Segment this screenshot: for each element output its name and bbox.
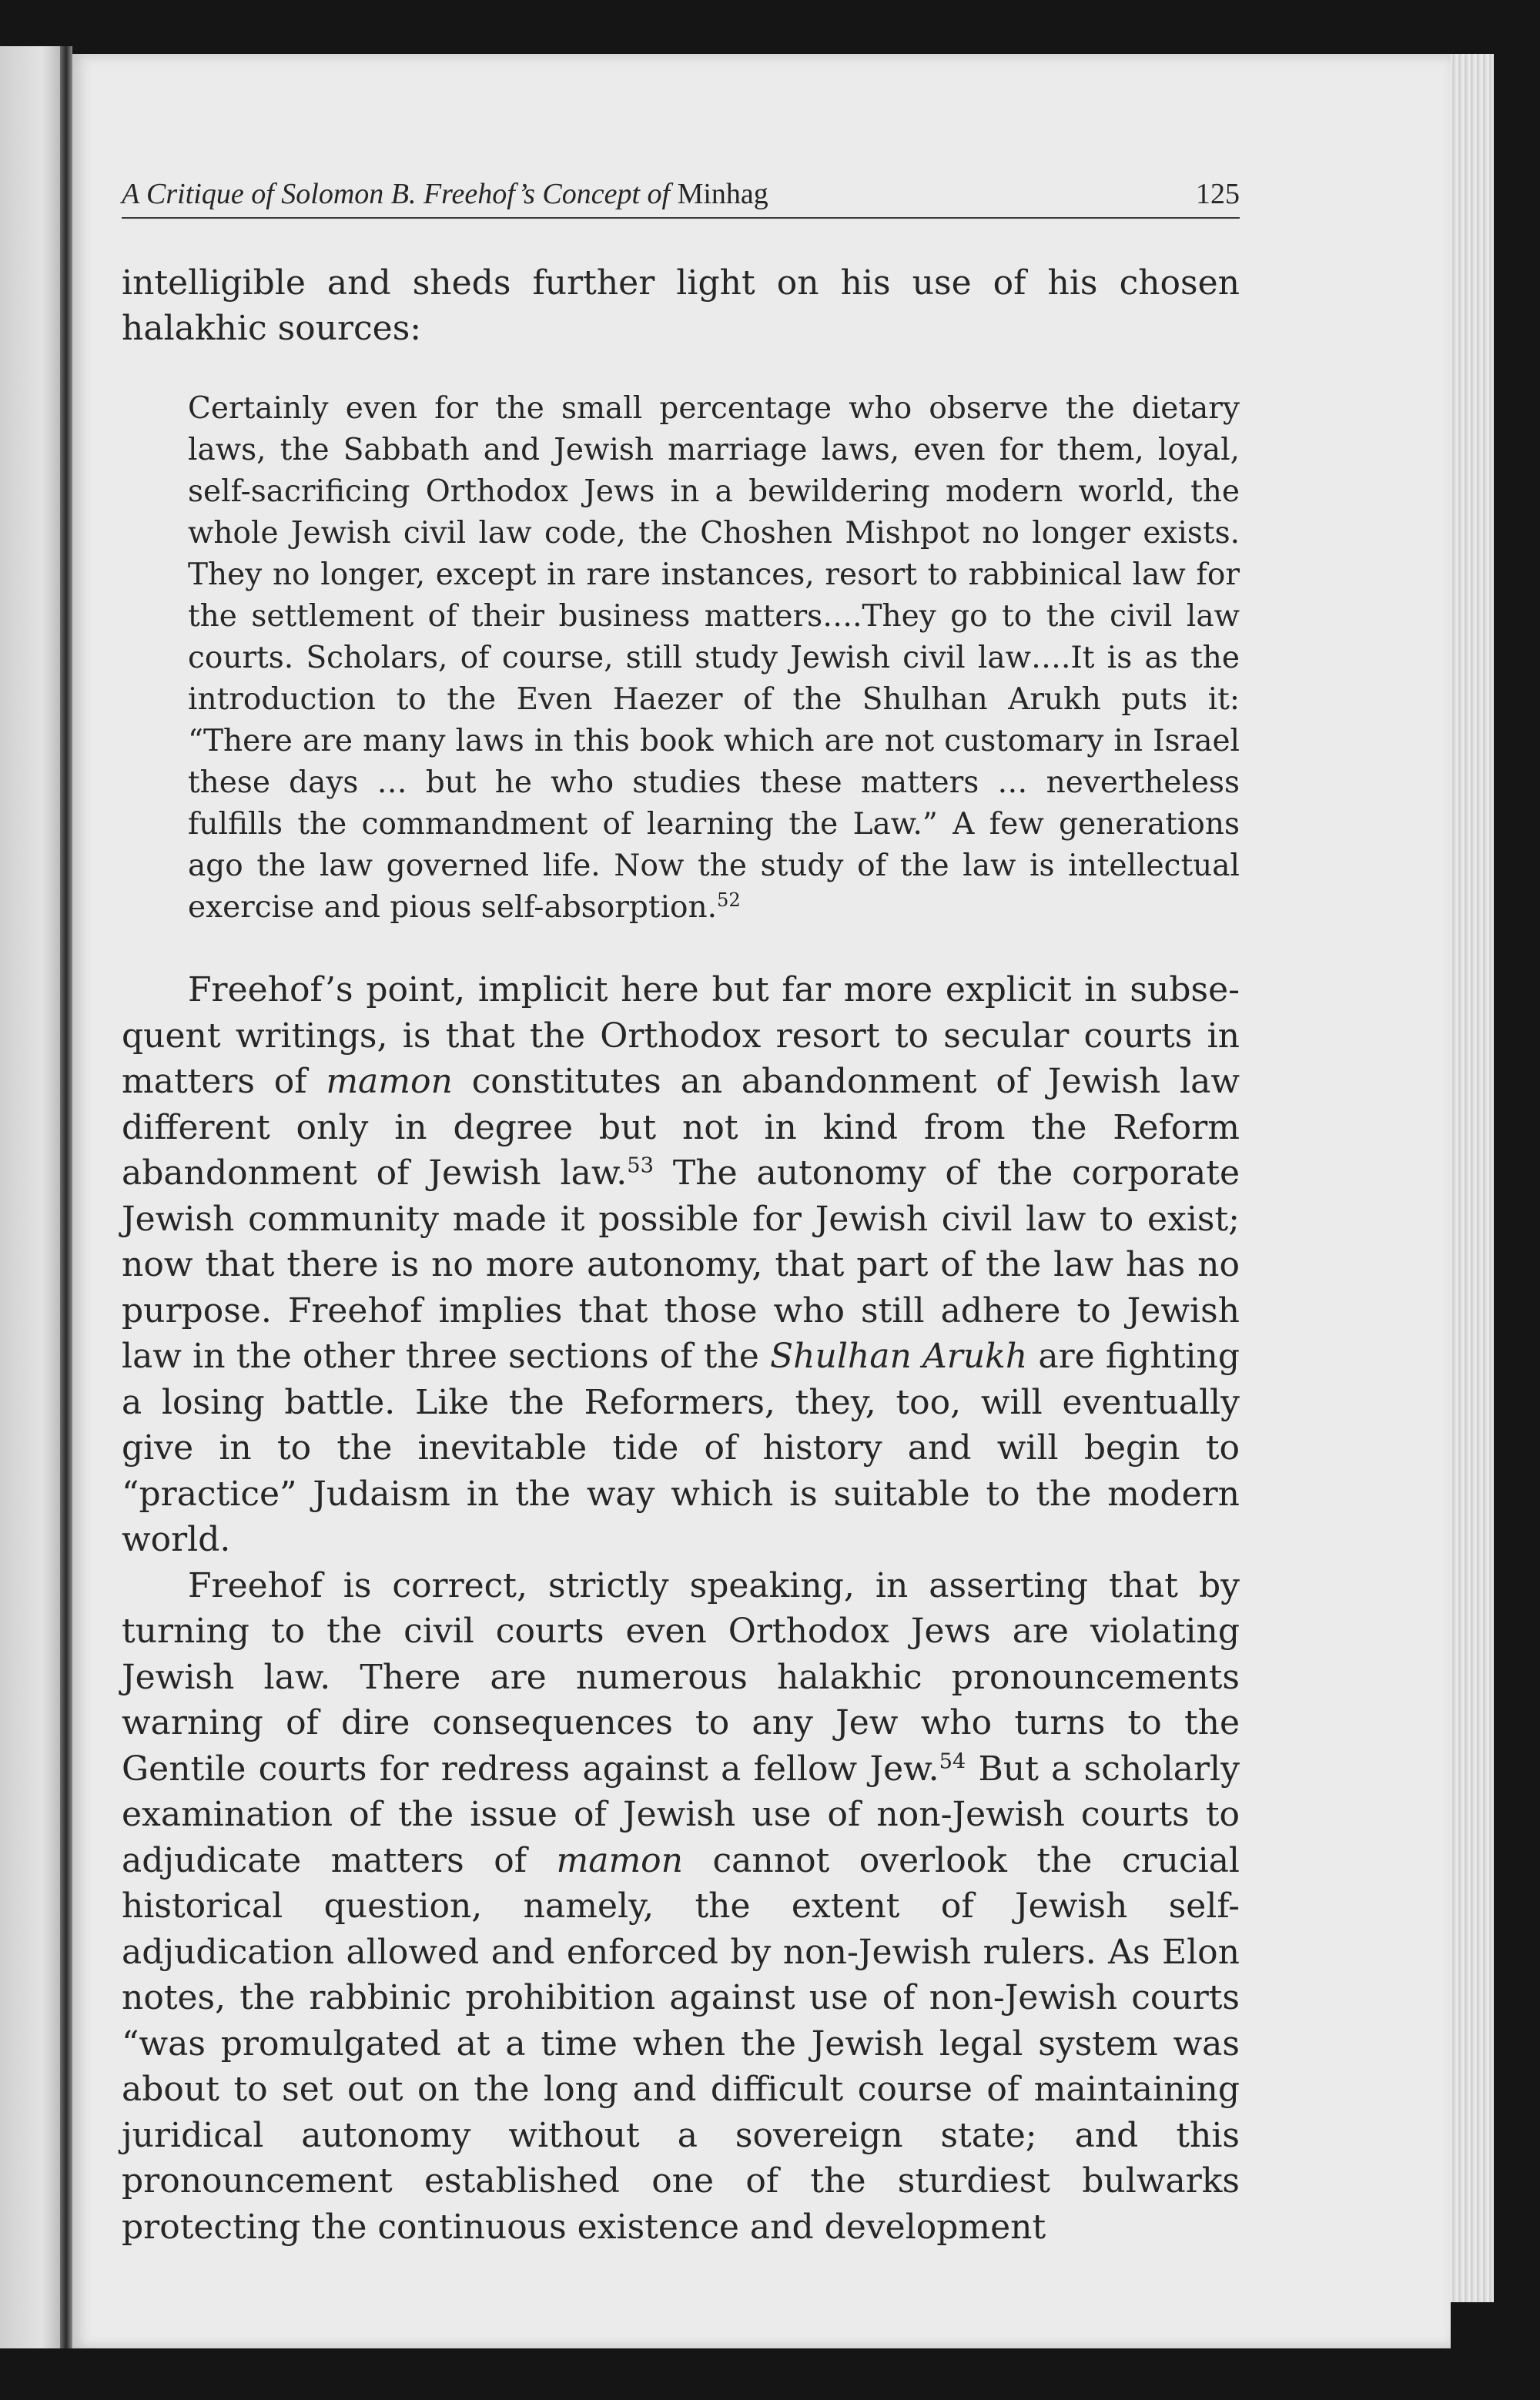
footnote-ref-54: 54 [939,1749,966,1773]
paragraph-text: The autonomy of the corporate Jewish community made it possible for Jewish civil law to exist; now that there is no more autonomy, that part of the law has no purpose. Freehof implies that those who still adhere to Jewish law in the other three sections of the [122,1153,1240,1376]
facing-page-edge [0,46,60,2348]
running-head-title [122,177,768,211]
book-gutter [60,46,72,2348]
running-head-title-italic: A Critique of Solomon B. Freehof’s Concept of [122,178,671,210]
paragraph-text: Freehof is correct, strictly speaking, in asserting that by turning to the civil courts even Orthodox Jews are violating Jewish law. There are numerous halakhic pronouncements warning of dire consequences to any Jew who turns to the Gentile courts for redress against a fellow Jew. [122,1565,1240,1789]
paragraph-text: are fighting a losing battle. Like the Reformers, they, too, will eventually give in to the inevitable tide of history and will begin to “practice” Judaism in the way which is suitable to the modern world. [122,1337,1240,1559]
footnote-ref-53: 53 [627,1153,654,1178]
paragraph-text: But a scholarly examination of the issue of Jewish use of non-Jewish courts to adjudicate matters of [122,1749,1240,1880]
running-head [122,177,1240,219]
lead-paragraph: intelligible and sheds further light on his use of his chosen halakhic sources: [122,263,1240,348]
paragraph-text: constitutes an abandonment of Jewish law different only in degree but not in kind from the Reform abandonment of Jewish law. [122,1062,1240,1193]
page-number: 125 [1196,178,1240,210]
italic-title-shulhan-arukh: Shulhan Arukh [770,1337,1028,1376]
running-head-title-roman: Minhag [677,178,768,210]
italic-term-mamon: mamon [556,1840,684,1880]
paragraph-freehof-correct [122,1563,1240,2251]
block-quote-text: Certainly even for the small percentage who observe the dietary laws, the Sabbath and Jewish marriage laws, even for them, loyal, self-sacrificing Orthodox Jews in a bewildering modern world, the whole Jewish civil law code, the Choshen Mishpot no longer exists. They no longer, except in rare instances, resort to rabbinical law for the settlement of their business matters….They go to the civil law courts. Scholars, of course, still study Jewish civil law….It is as the introduction to the Even Haezer of the Shulhan Arukh puts it: “There are many laws in this book which are not customary in Israel these days … but he who studies these matters … nevertheless fulfills the commandment of learning the Law.” A few generations ago the law governed life. Now the study of the law is intellectual exercise and pious self-absorption. [188,391,1240,925]
paragraph-freehof-point [122,967,1240,1563]
paragraph-text: cannot overlook the crucial historical question, namely, the extent of Jewish self-adjudication allowed and enforced by non-Jewish rulers. As Elon notes, the rabbinic prohibition against use of non-Jewish courts “was promulgated at a time when the Jewish legal system was about to set out on the long and difficult course of maintaining juridical autonomy without a sovereign state; and this pronouncement established one of the sturdiest bulwarks protecting the continuous existence and development [122,1840,1240,2247]
footnote-ref-52: 52 [717,889,741,911]
italic-term-mamon: mamon [326,1062,453,1101]
block-quote [188,388,1240,929]
paragraph-text: Freehof’s point, implicit here but far more explicit in subsequent writings, is that the Orthodox resort to secular courts in matters of [122,970,1240,1101]
page-text-block [122,177,1240,2250]
